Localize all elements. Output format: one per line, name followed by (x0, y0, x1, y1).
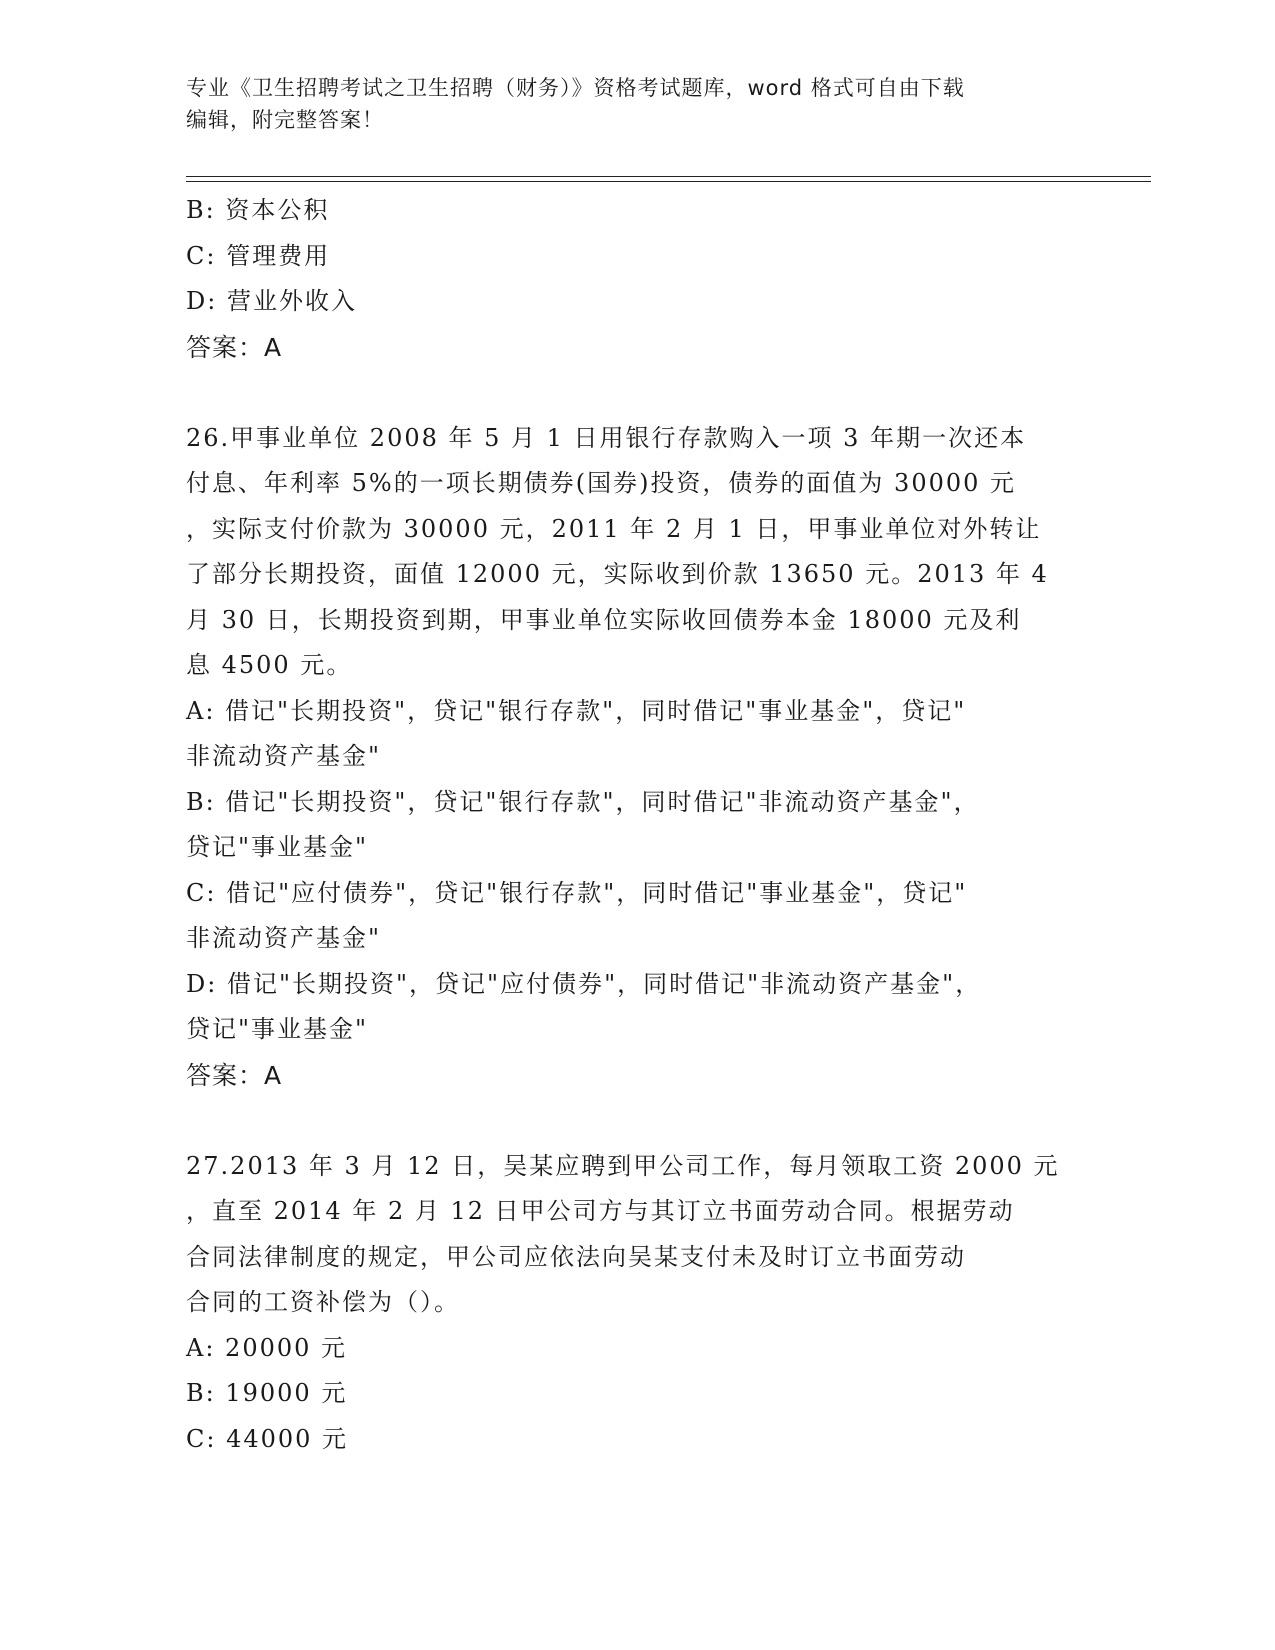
q26-stem-line: ，实际支付价款为 30000 元，2011 年 2 月 1 日，甲事业单位对外转让 (186, 514, 1042, 543)
q26-answer: 答案：A (186, 1060, 283, 1090)
q26-stem-line: 了部分长期投资，面值 12000 元，实际收到价款 13650 元。2013 年 4 (186, 560, 1049, 588)
q26-option-c-line: C: 借记"应付债券"，贷记"银行存款"，同时借记"事业基金"，贷记" (186, 878, 968, 907)
page-header (186, 72, 1066, 136)
q26-option-b-line: B: 借记"长期投资"，贷记"银行存款"，同时借记"非流动资产基金"， (186, 787, 980, 816)
q26-option-d-line: 贷记"事业基金" (186, 1015, 369, 1043)
q27-option-c: C: 44000 元 (186, 1424, 349, 1453)
q26-stem (186, 416, 1086, 689)
q26-option-c (186, 871, 1086, 962)
q26-option-b-line: 贷记"事业基金" (186, 833, 369, 861)
spacer (186, 370, 1086, 416)
q26-option-a-line: A: 借记"长期投资"，贷记"银行存款"，同时借记"事业基金"，贷记" (186, 696, 967, 725)
q26-option-d-line: D: 借记"长期投资"，贷记"应付债券"，同时借记"非流动资产基金"， (186, 969, 982, 998)
question-26 (186, 416, 1086, 1099)
question-27 (186, 1144, 1086, 1463)
q26-stem-line: 付息、年利率 5%的一项长期债券(国券)投资，债券的面值为 30000 元 (186, 469, 1017, 497)
q27-stem-line: 27.2013 年 3 月 12 日，吴某应聘到甲公司工作，每月领取工资 2000 元 (186, 1151, 1060, 1180)
q26-stem-line: 月 30 日，长期投资到期，甲事业单位实际收回债券本金 18000 元及利 (186, 605, 1022, 634)
q27-stem-line: 合同法律制度的规定，甲公司应依法向吴某支付未及时订立书面劳动 (186, 1242, 966, 1271)
q26-option-c-line: 非流动资产基金" (186, 924, 382, 952)
q27-stem-line: 合同的工资补偿为（）。 (186, 1288, 460, 1316)
q27-option-b: B: 19000 元 (186, 1379, 348, 1407)
header-line-2: 编辑，附完整答案！ (186, 108, 384, 132)
q25-option-d: D: 营业外收入 (186, 287, 357, 315)
document-body (186, 188, 1086, 1462)
header-line-1: 专业《卫生招聘考试之卫生招聘（财务）》资格考试题库，word 格式可自由下载 (186, 76, 965, 100)
q26-option-a-line: 非流动资产基金" (186, 742, 382, 770)
q26-option-b (186, 780, 1086, 871)
q25-option-b: B: 资本公积 (186, 196, 330, 224)
spacer (186, 1098, 1086, 1144)
q25-answer: 答案：A (186, 332, 283, 362)
q27-stem-line: ，直至 2014 年 2 月 12 日甲公司方与其订立书面劳动合同。根据劳动 (186, 1197, 1015, 1225)
header-divider (186, 176, 1151, 182)
q26-option-a (186, 689, 1086, 780)
q25-option-c: C: 管理费用 (186, 241, 331, 270)
q27-option-a: A: 20000 元 (186, 1333, 348, 1362)
q26-option-d (186, 962, 1086, 1053)
q26-stem-line: 26.甲事业单位 2008 年 5 月 1 日用银行存款购入一项 3 年期一次还本 (186, 423, 1027, 452)
q26-stem-line: 息 4500 元。 (186, 651, 353, 679)
question-25 (186, 188, 1086, 370)
q27-stem (186, 1144, 1086, 1326)
